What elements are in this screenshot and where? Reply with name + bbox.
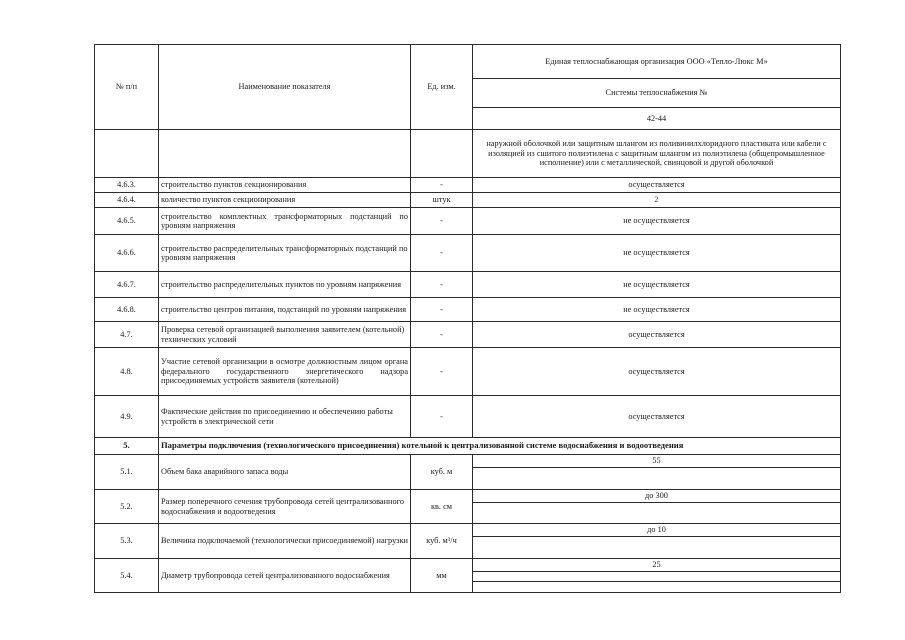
header-systems — [473, 79, 841, 108]
continuation-text — [473, 130, 841, 178]
section-row — [95, 438, 841, 455]
row-num: 4.9. — [95, 396, 159, 438]
row-num: 5.2. — [95, 490, 159, 524]
row-value: осуществляется — [473, 178, 841, 193]
value-divider — [473, 536, 840, 537]
row-unit: куб. м³/ч — [411, 524, 473, 559]
table-row — [95, 455, 841, 490]
table-row — [95, 208, 841, 235]
header-num — [95, 45, 159, 130]
row-name: Объем бака аварийного запаса воды — [159, 455, 411, 490]
section-num: 5. — [95, 438, 159, 455]
row-value-cell — [473, 559, 841, 593]
row-name: Участие сетевой организации в осмотре должностным лицом органа федерального государственного энергетического надзора присоединяемых устройств заявителя (котельной) — [159, 348, 411, 396]
row-name: Величина подключаемой (технологически присоединяемой) нагрузки — [159, 524, 411, 559]
table-row — [95, 322, 841, 348]
header-org — [473, 45, 841, 79]
row-num: 5.1. — [95, 455, 159, 490]
row-value: 2 — [473, 193, 841, 208]
header-name-label: Наименование показателя — [238, 82, 331, 92]
row-num: 4.7. — [95, 322, 159, 348]
table-row — [95, 348, 841, 396]
continuation-name — [159, 130, 411, 178]
row-unit: - — [411, 322, 473, 348]
table-row — [95, 178, 841, 193]
header-system-number — [473, 108, 841, 130]
document-page — [94, 44, 841, 593]
section-title: Параметры подключения (технологического присоединения) котельной к централизованной системе водоснабжения и водоотведения — [159, 438, 841, 455]
header-org-label: Единая теплоснабжающая организация ООО «Тепло-Люкс М» — [545, 56, 768, 66]
row-unit: - — [411, 348, 473, 396]
row-name: строительство пунктов секционирования — [159, 178, 411, 193]
row-value-cell — [473, 455, 841, 490]
row-value: осуществляется — [473, 322, 841, 348]
table-row — [95, 272, 841, 298]
row-num: 5.4. — [95, 559, 159, 593]
table-row — [95, 524, 841, 559]
row-num: 4.8. — [95, 348, 159, 396]
table-row — [95, 559, 841, 593]
row-name: строительство центров питания, подстанций по уровням напряжения — [159, 298, 411, 322]
header-unit-label: Ед. изм. — [427, 82, 456, 92]
value-divider — [473, 581, 840, 582]
continuation-unit — [411, 130, 473, 178]
row-value: осуществляется — [473, 348, 841, 396]
header-num-label: № п/п — [115, 82, 138, 92]
row-num: 4.6.5. — [95, 208, 159, 235]
indicators-table — [94, 44, 841, 593]
table-row — [95, 235, 841, 272]
table-row — [95, 193, 841, 208]
row-name: Фактические действия по присоединению и обеспечению работы устройств в электрической сети — [159, 396, 411, 438]
row-value: до 10 — [647, 525, 666, 534]
row-value: не осуществляется — [473, 298, 841, 322]
row-name: количество пунктов секционирования — [159, 193, 411, 208]
header-name — [159, 45, 411, 130]
row-name: Диаметр трубопровода сетей централизованного водоснабжения — [159, 559, 411, 593]
row-value-cell — [473, 490, 841, 524]
row-value: не осуществляется — [473, 235, 841, 272]
row-value: до 300 — [645, 491, 668, 500]
row-value: 55 — [652, 456, 661, 465]
continuation-label: наружной оболочкой или защитным шлангом из поливинилхлоридного пластиката или кабели с изоляцией из сшитого полиэтилена с защитным шлангом из полиэтилена (общепромышленное исполнение) или с металлической, свинцовой и другой оболочкой — [486, 139, 827, 168]
row-name: строительство распределительных пунктов по уровням напряжения — [159, 272, 411, 298]
table-row — [95, 298, 841, 322]
row-unit: мм — [411, 559, 473, 593]
row-name: строительство распределительных трансформаторных подстанций по уровням напряжения — [159, 235, 411, 272]
row-unit: - — [411, 396, 473, 438]
row-unit: - — [411, 298, 473, 322]
row-unit: - — [411, 178, 473, 193]
row-num: 4.6.8. — [95, 298, 159, 322]
row-num: 4.6.4. — [95, 193, 159, 208]
row-value: 25 — [652, 560, 661, 569]
row-num: 5.3. — [95, 524, 159, 559]
value-divider — [473, 502, 840, 503]
row-unit: - — [411, 235, 473, 272]
row-name: Проверка сетевой организацией выполнения заявителем (котельной) технических условий — [159, 322, 411, 348]
row-unit: кв. см — [411, 490, 473, 524]
header-systems-label: Системы теплоснабжения № — [605, 88, 708, 98]
row-num: 4.6.7. — [95, 272, 159, 298]
row-name: Размер поперечного сечения трубопровода сетей централизованного водоснабжения и водоотведения — [159, 490, 411, 524]
row-value-cell — [473, 524, 841, 559]
row-unit: - — [411, 272, 473, 298]
header-unit — [411, 45, 473, 130]
row-value: не осуществляется — [473, 208, 841, 235]
row-unit: куб. м — [411, 455, 473, 490]
row-unit: - — [411, 208, 473, 235]
table-row — [95, 396, 841, 438]
row-num: 4.6.6. — [95, 235, 159, 272]
value-divider — [473, 571, 840, 572]
value-divider — [473, 467, 840, 468]
row-value: не осуществляется — [473, 272, 841, 298]
table-row — [95, 490, 841, 524]
row-value: осуществляется — [473, 396, 841, 438]
header-system-number-label: 42-44 — [646, 113, 667, 123]
continuation-num — [95, 130, 159, 178]
row-num: 4.6.3. — [95, 178, 159, 193]
row-name: строительство комплектных трансформаторных подстанций по уровням напряжения — [159, 208, 411, 235]
row-unit: штук — [411, 193, 473, 208]
